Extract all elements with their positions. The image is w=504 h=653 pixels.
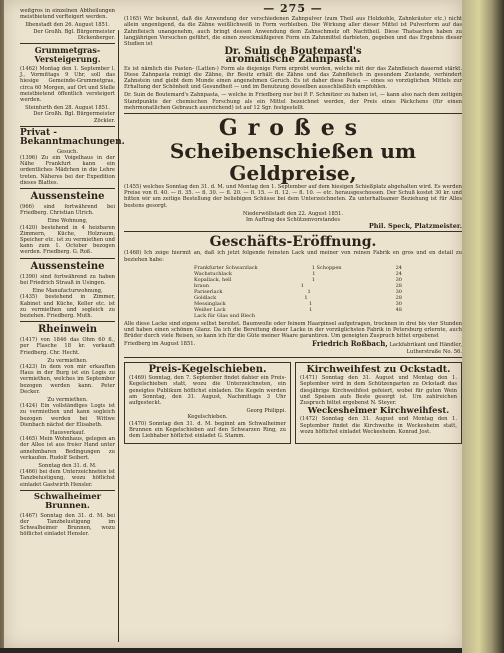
item-name: Wachstuchlack <box>194 270 232 277</box>
item-name: Weißer Lack <box>194 306 226 313</box>
item-qty: 1 <box>304 294 308 301</box>
left-column <box>20 8 125 540</box>
notice-text: (1390) sind fortwährend zu haben bei Friedrich Strauß in Usingen. <box>20 273 115 286</box>
shop-heading: Geschäfts-Eröffnung. <box>209 234 377 251</box>
item-price: 30 <box>395 300 402 307</box>
item-price: 48 <box>395 306 402 313</box>
notice-text: (1417) von 1846 das Ohm 60 fl., per Flasche 18 kr. verkauft Friedberg. Chr. Hecht. <box>20 337 115 356</box>
notice-text: (1420) bestehend in 4 heizbaren Zimmern, Küche, Holzraum, Speicher etc. ist zu vermiethen und kann zum 1. October bezogen werden. Friedberg. G. Roß. <box>20 224 115 256</box>
item-qty: 1 <box>300 282 304 289</box>
notice-subheading: Gesuch. <box>56 148 79 155</box>
item-name: Messinglack <box>194 300 226 307</box>
notice-sign: Der Großh. Bgl. Bürgermeister Dickenberger. <box>33 28 115 41</box>
section-heading: Grummetgras-Versteigerung. <box>34 45 101 65</box>
kirchweih-ad <box>295 362 462 444</box>
divider <box>20 321 115 322</box>
right-column <box>124 2 462 446</box>
divider <box>20 188 115 189</box>
shooting-text: (1455) welches Sonntag den 31. d. M. und Montag den 1. September auf dem hiesigen Schießplatz abgehalten wird. Es werden Preise von fl. 40. — fl. 35. — fl. 30. — fl. 20. — fl. 15. — fl. 12. — fl. 10. — etc. herausgeschossen. Der Schuß kostet 30 kr. und bitten wir um zeitige Bestellung der beliebigen Schüsse bei dem Unterzeichneten. Zu unterhaltsamer Beziehung ist für Alles bestens gesorgt. <box>124 184 462 209</box>
divider <box>124 357 462 358</box>
ad-text: Dr. Suin de Boutemard's Zahnpasta, — welche in Friedberg nur bei P. F. Schmitzer zu haben ist, — kann also nach dem zeitigen Standpunkte der chemischen Forschung als ein Mittel bezeichnet werden, der Preis eines Päckchens (für einen mehrmonatlichen Gebrauch ausreichend) ist auf 12 Sgr. festgestellt. <box>124 92 462 111</box>
item-qty: 1 <box>312 270 316 277</box>
ad-text: (1472) Sonntag den 31. August und Montag den 1. September findet die Kirchweihe in Weckesheim statt, wozu höflichst einladet Weckesheim. Konrad Jost. <box>300 416 457 435</box>
page-edge <box>462 0 504 653</box>
notice-date: Ilbenstadt den 26. August 1851. <box>25 22 110 29</box>
ad-intro-text: (1165) Wir bekunnt, daß die Anwendung der verschiedenen Zahnpulver (zum Theil aus Holzkohle, Zahnkräuter etc.) nicht allein ungenügend, da die Zähne weißlichweiß in Form verbleiben. Die Wirkung aller dieser Mittel ist Pulverform auf das Zahnfleisch unangenehm, auch bringt dessen Anwendung dem Zahnschmelz oft Nachtheil. Diese Thatsachen haben zu langjährigen Versuchen geführt, die einen zweckmäßigeren Form ein Zahnmittel darbieten, gegeben und das Ergebnis dieser Studien ist <box>124 16 462 48</box>
notice-text: (966) sind fortwährend bei Friedberg. Christian Ulrich. <box>20 204 115 217</box>
notice-subheading: Zu vermiethen. <box>47 396 88 403</box>
ad-text: (1471) Sonntag den 31. August und Montag den 1. September wird in dem Schützengarten zu Ockstadt das diesjährige Kirchweihfest gefeiert, wobei für guten Wein und Speisen aufs Beste gesorgt ist. Um zahlreichen Zuspruch bittet ergebenst N. Steyer. <box>300 375 457 406</box>
item-price: 28 <box>395 282 402 289</box>
ad-text: (1469) Sonntag, den 7. September findet dahier ein Preis-Kegelschieben statt, wozu die Unterzeichneten, ein geneigtes Publikum höflichst einladen. Die Kegeln werden am Sonntag, den 31. August, Nachmittags 3 Uhr aufgesteckt. <box>129 375 286 406</box>
ad-title: Dr. Suin de Boutemard's <box>224 46 362 58</box>
shooting-place: Niederwöllstadt den 22. August 1851. <box>242 210 344 217</box>
bottom-ads <box>124 360 462 446</box>
ad-heading: Aussensteine <box>30 260 105 272</box>
ad-text: Es ist nämlich die Pasten- (Latten-) Form als diejenige Form erprobt worden, welche mit der das Zahnfleisch dauernd stärkt. Diese Zahnpasta reinigt die Zähne, ihr Besitz erhält die Zähne und das Zahnfleisch in gesundem Zustande, verhindert Zahnstein und giebt dem Munde einen angenehmen Geruch. Es ist daher diese Pasta — eines so vorzüglichen Mittels zur Erhaltung der Schönheit und Gesundheit — und im Benutzung desselben ausschließlich empfohlen. <box>124 65 462 91</box>
item-qty: 1 <box>311 276 316 283</box>
divider <box>124 113 462 114</box>
item-qty: 1 <box>309 300 313 307</box>
shooting-sign: Phil. Speck, Platzmeister. <box>368 222 462 231</box>
bowling-ad <box>124 362 291 444</box>
shop-text: Alle diese Lacke sind eigens selbst bereitet. Baumwolle oder feinem Haarpinsel aufgetragen, trocknen in drei bis vier Stunden und haben einen schönen Glanz. Da ich die Bereitung dieser Lacke in der vorzüglichsten Fabrik in Petersburg erlernte, auch Brüder durch viele Reisen, so kann ich für die Güte meiner Waare garantiren. Um geneigten Zuspruch bittet ergebenst <box>124 320 462 340</box>
item-name: Kopallack, hell <box>194 276 232 283</box>
ad-subheading: Kegelschieben. <box>187 414 228 421</box>
notice-text: (1424) Ein vollständiges Logis ist zu vermiethen und kann sogleich bezogen werden bei Wittwe Dienbach nächst der Elisabeth. <box>20 403 115 428</box>
shop-intro: (1468) Ich zeige hiermit an, daß ich jetzt folgende feinsten Lack und meiner von reinen Fabrik en gros und en detail zu beziehen habe: <box>124 250 462 263</box>
newspaper-page <box>4 0 462 648</box>
notice-text: (1423) In dem von mir erkauften Haus in der Burg ist ein Logis zu vermiethen, welches im September bezogen werden kann. Peter Decker. <box>20 363 115 395</box>
ad-heading: Weckesheimer Kirchweihfest. <box>307 406 450 417</box>
ad-heading: Rheinwein <box>37 324 98 336</box>
item-price: 24 <box>395 264 402 271</box>
shooting-heading: Großes <box>218 115 368 142</box>
notice-text: (1462) Montag den 1. September l. J., Vormittags 9 Uhr, soll das hiesige Gemeinde-Grummetgras, circa 60 Morgen, auf Ort und Stelle meistbietend öffentlich versteigert werden. <box>20 66 115 104</box>
item-name: braun <box>194 282 210 289</box>
divider <box>20 258 115 259</box>
ad-text: (1470) Sonntag den 31. d. M. beginnt am Schwalheimer Brunnen ein Kegelschieben auf den Schwarzen Ring, zu dem Liebhaber höflichst einladet G. Stamm. <box>129 420 286 439</box>
ad-heading: Kirchweihfest zu Ockstadt. <box>306 363 451 375</box>
item-price: 28 <box>395 294 402 301</box>
price-row <box>194 313 402 319</box>
notice-text: (1435) bestehend in Zimmer, Kabinet und Küche, Keller etc. ist zu vermiethen und sogleich zu beziehen. Friedberg. Muth. <box>20 294 115 319</box>
notice-text: (1466) bei dem Unterzeichneten ist Tanzbelustigung, wozu höflichst einladet Gastwirth Hensler. <box>20 469 115 488</box>
shooting-subheading: Scheibenschießen um Geldpreise, <box>169 139 417 186</box>
shop-price-list <box>194 265 402 319</box>
shop-sign-block <box>295 341 462 354</box>
shop-place: Friedberg im August 1851. <box>124 341 196 348</box>
item-name: Pariserlack <box>194 288 223 295</box>
shop-owner-detail: Lackfabrikant und Händler, Lutherstraße No. 56. <box>389 342 462 355</box>
item-qty: 1 <box>307 288 311 295</box>
item-name: Goldlack <box>194 294 217 301</box>
item-name: Lack für Glas und Blech <box>194 312 255 319</box>
item-price: 24 <box>395 270 402 277</box>
item-price: 30 <box>395 276 402 283</box>
notice-sign: Der Großh. Bgl. Bürgermeister Zöckler. <box>33 111 115 124</box>
divider <box>20 43 115 44</box>
item-qty: 1 Schoppen <box>311 264 342 271</box>
ad-heading: Aussensteine <box>30 191 105 203</box>
notice-subheading: Eine Wohnung, <box>47 218 88 225</box>
notice-subheading: Hausverkauf. <box>49 429 86 436</box>
notice-text: weitgros in einzelnen Abtheilungen meistbietend verfteigert werden. <box>20 8 115 21</box>
ad-subtitle: aromatische Zahnpasta. <box>225 54 361 66</box>
notice-text: (1465) Mein Wohnhaus, gelegen an der Allee ist aus freier Hand unter annehmbaren Bedingungen zu verkaufen. Rudolf Seibert. <box>20 436 115 461</box>
divider <box>124 231 462 232</box>
item-qty: 1 <box>309 306 313 313</box>
notice-subheading: Zu vermiethen. <box>47 357 88 364</box>
item-price: 30 <box>395 288 402 295</box>
item-name: Frankfurter Schwarzlack <box>194 264 258 271</box>
ad-sign: Georg Philippi. <box>246 408 286 415</box>
ad-heading: Preis-Kegelschieben. <box>148 363 267 375</box>
divider <box>20 126 115 127</box>
notice-text: (1396) Zu ein Voigelhaus in der Nähe Frankfurt kann ein ordentliches Mädchen in die Lehre treten. Näheres bei der Expedition dieses Blattes. <box>20 155 115 186</box>
column-divider <box>118 30 119 642</box>
page-number: — 275 — <box>263 2 323 15</box>
shooting-sign: Im Auftrag des Schützenvorstandes <box>245 217 341 224</box>
notice-subheading: Sonntag den 31. d. M. <box>38 462 97 469</box>
shop-owner: Friedrich Roßbach, <box>312 339 388 349</box>
divider <box>20 490 115 491</box>
section-heading: Privat - Bekanntmachungen. <box>20 127 125 147</box>
notice-date: Steinfurth den 28. August 1851. <box>25 105 110 112</box>
notice-subheading: Eine Manufacturwohnung, <box>32 288 103 295</box>
ad-heading: Schwalheimer Brunnen. <box>33 491 102 511</box>
notice-text: (1467) Sonntag den 31. d. M. bei der Tanzbelustigung im Schwalheimer Brunnen, wozu höflichst einladet Hensler. <box>20 512 115 538</box>
shop-signature <box>124 341 462 354</box>
